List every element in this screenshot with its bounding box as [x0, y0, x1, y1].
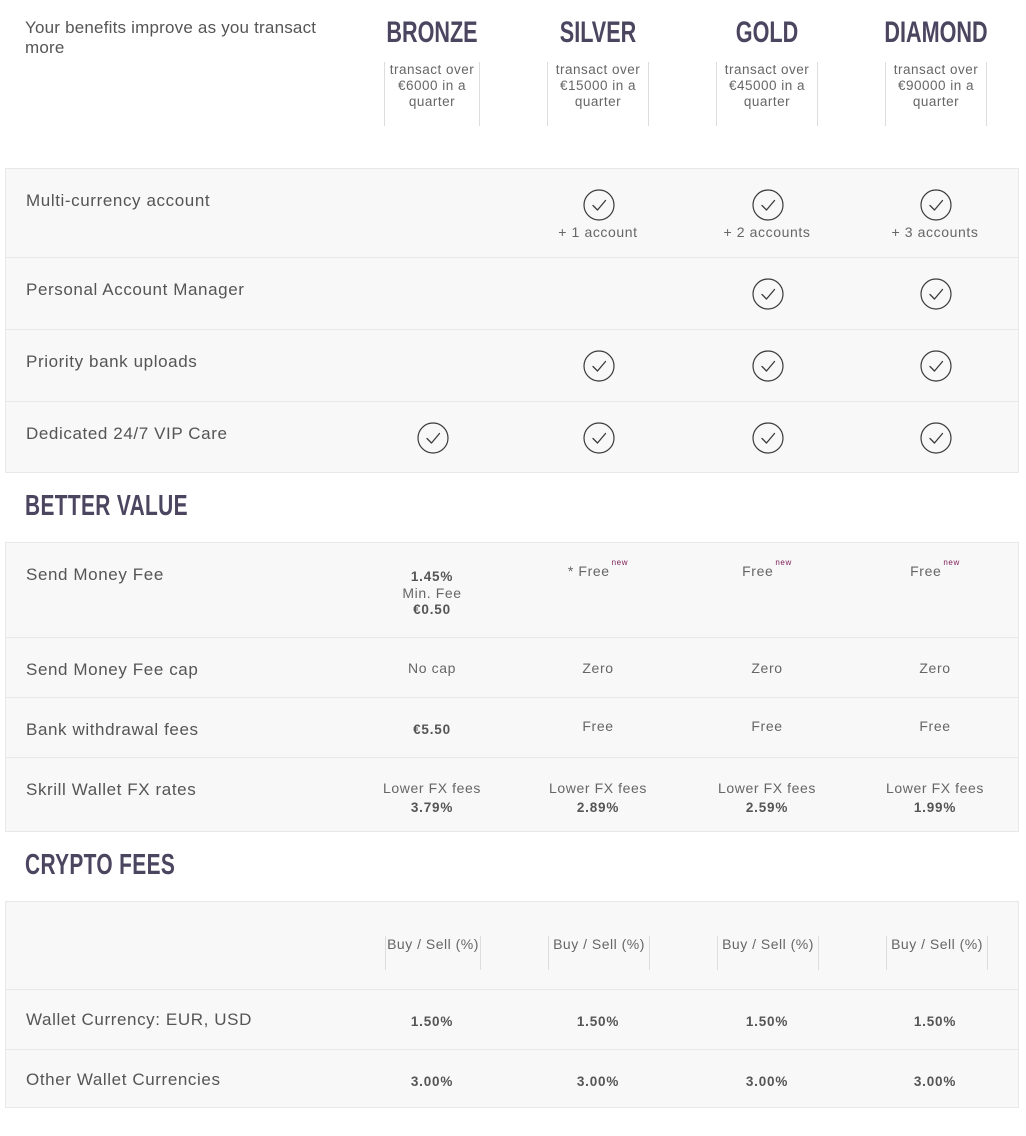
check-circle-icon [583, 189, 613, 219]
fx-value: 1.99% [913, 800, 957, 815]
fx-value: 2.59% [745, 800, 789, 815]
value-cell-gold: Zero [751, 660, 783, 676]
benefit-label: Multi-currency account [26, 191, 211, 210]
value-label: Send Money Fee [26, 565, 164, 584]
benefit-cell-silver [518, 422, 678, 455]
crypto-col-header-gold: Buy / Sell (%) [717, 936, 819, 970]
new-badge: new [943, 558, 960, 567]
fx-value: 3.79% [410, 800, 454, 815]
tier-requirement-bronze: transact over €6000 in a quarter [384, 62, 480, 126]
value-row-send-money-fee-cap [6, 637, 1018, 697]
benefit-cell-gold [687, 278, 847, 311]
benefit-note: + 3 accounts [891, 224, 979, 240]
value-cell-gold [687, 778, 847, 818]
fx-caption: Lower FX fees [382, 780, 482, 796]
crypto-row-wallet-currency [6, 989, 1018, 1049]
benefit-cell-gold [687, 189, 847, 240]
check-circle-icon [583, 422, 613, 452]
tier-name-gold: GOLD [735, 16, 799, 49]
fx-value: 2.89% [576, 800, 620, 815]
value-cell-bronze: €5.50 [413, 722, 451, 737]
value-row-bank-withdrawal [6, 697, 1018, 757]
send-fee-min-value: €0.50 [413, 602, 451, 617]
check-circle-icon [752, 350, 782, 380]
value-cell-diamond: Free [919, 718, 951, 734]
tier-name-diamond: DIAMOND [884, 16, 988, 49]
crypto-cell-bronze: 3.00% [410, 1074, 454, 1089]
fx-caption: Lower FX fees [548, 780, 648, 796]
fx-caption: Lower FX fees [717, 780, 817, 796]
tier-requirement-silver: transact over €15000 in a quarter [547, 62, 649, 126]
crypto-col-header-silver: Buy / Sell (%) [548, 936, 650, 970]
value-cell-gold: Free [751, 718, 783, 734]
check-circle-icon [417, 422, 447, 452]
check-circle-icon [752, 422, 782, 452]
crypto-label: Other Wallet Currencies [26, 1070, 221, 1089]
crypto-cell-diamond: 1.50% [913, 1014, 957, 1029]
check-circle-icon [920, 350, 950, 380]
value-cell-diamond: Zero [919, 660, 951, 676]
tier-name-bronze: BRONZE [386, 16, 478, 49]
crypto-label: Wallet Currency: EUR, USD [26, 1010, 252, 1029]
section-title-better-value: BETTER VALUE [25, 490, 188, 522]
check-circle-icon [920, 189, 950, 219]
value-cell-bronze [352, 567, 512, 619]
value-row-fx-rates [6, 757, 1018, 832]
value-label: Send Money Fee cap [26, 660, 199, 679]
value-cell-gold [687, 558, 847, 579]
section-title-crypto-fees: CRYPTO FEES [25, 849, 176, 881]
intro-text: Your benefits improve as you transact more [25, 18, 317, 57]
benefit-label: Dedicated 24/7 VIP Care [26, 424, 228, 443]
crypto-cell-gold: 3.00% [745, 1074, 789, 1089]
value-cell-bronze: No cap [408, 660, 456, 676]
value-cell-diamond [855, 558, 1015, 579]
send-fee-min-label: Min. Fee [402, 585, 462, 601]
check-circle-icon [920, 278, 950, 308]
benefit-note: + 2 accounts [723, 224, 811, 240]
benefit-label: Personal Account Manager [26, 280, 245, 299]
value-label: Skrill Wallet FX rates [26, 780, 197, 799]
value-row-send-money-fee [6, 543, 1018, 637]
crypto-cell-silver: 1.50% [576, 1014, 620, 1029]
crypto-cell-diamond: 3.00% [913, 1074, 957, 1089]
send-fee-diamond: Free [910, 563, 942, 579]
benefit-cell-gold [687, 422, 847, 455]
benefit-cell-silver [518, 189, 678, 240]
check-circle-icon [752, 278, 782, 308]
value-cell-diamond [855, 778, 1015, 818]
crypto-cell-bronze: 1.50% [410, 1014, 454, 1029]
crypto-col-header-bronze: Buy / Sell (%) [385, 936, 481, 970]
benefit-row-priority-uploads [6, 329, 1018, 401]
send-fee-rate: 1.45% [410, 569, 454, 584]
value-cell-silver [518, 558, 678, 579]
crypto-cell-gold: 1.50% [745, 1014, 789, 1029]
benefit-cell-diamond [855, 189, 1015, 240]
value-cell-silver [518, 778, 678, 818]
check-circle-icon [920, 422, 950, 452]
benefit-row-vip-care [6, 401, 1018, 473]
new-badge: new [611, 558, 629, 567]
crypto-row-other-currencies [6, 1049, 1018, 1108]
benefit-cell-bronze [352, 422, 512, 455]
value-cell-silver: Free [582, 718, 614, 734]
benefit-cell-diamond [855, 422, 1015, 455]
send-fee-gold: Free [742, 563, 774, 579]
tier-requirement-gold: transact over €45000 in a quarter [716, 62, 818, 126]
crypto-col-header-diamond: Buy / Sell (%) [886, 936, 988, 970]
benefit-cell-gold [687, 350, 847, 383]
benefit-note: + 1 account [558, 224, 638, 240]
crypto-header-row [6, 902, 1018, 989]
crypto-cell-silver: 3.00% [576, 1074, 620, 1089]
benefit-cell-diamond [855, 350, 1015, 383]
benefit-row-account-manager [6, 257, 1018, 329]
crypto-fees-panel [5, 901, 1019, 1108]
tier-requirement-diamond: transact over €90000 in a quarter [885, 62, 987, 126]
benefit-row-multi-currency [6, 169, 1018, 257]
fx-caption: Lower FX fees [885, 780, 985, 796]
value-cell-silver: Zero [582, 660, 614, 676]
better-value-panel [5, 542, 1019, 832]
tier-name-silver: SILVER [559, 16, 637, 49]
benefit-cell-diamond [855, 278, 1015, 311]
benefits-panel [5, 168, 1019, 473]
send-fee-silver: * Free [567, 563, 610, 579]
benefit-cell-silver [518, 350, 678, 383]
check-circle-icon [583, 350, 613, 380]
new-badge: new [775, 558, 792, 567]
value-cell-bronze [352, 778, 512, 818]
benefit-label: Priority bank uploads [26, 352, 198, 371]
check-circle-icon [752, 189, 782, 219]
value-label: Bank withdrawal fees [26, 720, 199, 739]
